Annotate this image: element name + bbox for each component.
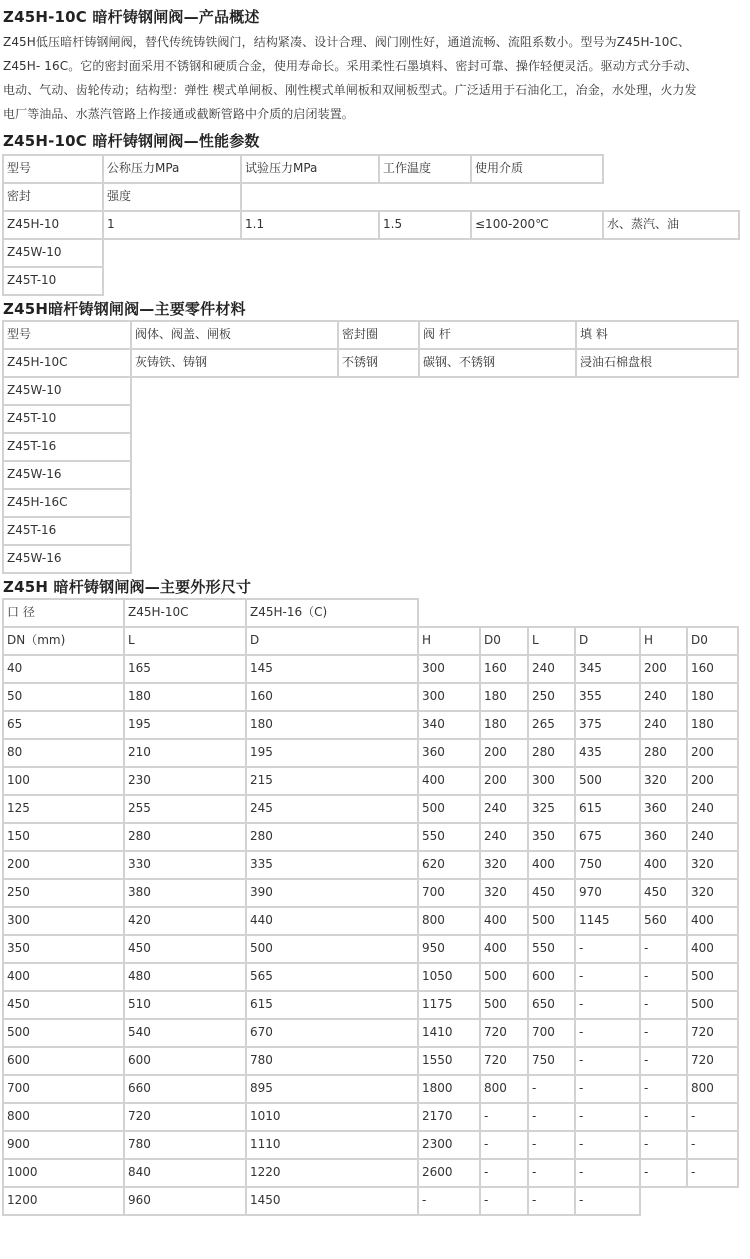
- dimensions-cell: 895: [245, 1074, 419, 1104]
- materials-cell: Z45H-10C: [2, 348, 132, 378]
- dimensions-cell: 400: [686, 906, 739, 936]
- dimensions-header-cell: H: [639, 626, 688, 656]
- dimensions-cell: 1220: [245, 1158, 419, 1188]
- materials-cell: Z45H-16C: [2, 488, 132, 518]
- performance-cell: Z45T-10: [2, 266, 104, 296]
- dimensions-cell: 500: [479, 990, 529, 1020]
- dimensions-cell: 800: [479, 1074, 529, 1104]
- dimensions-cell: 1145: [574, 906, 641, 936]
- dimensions-cell: 80: [2, 738, 125, 768]
- performance-cell: 水、蒸汽、油: [602, 210, 740, 240]
- dimensions-cell: 160: [245, 682, 419, 712]
- dimensions-cell: 500: [2, 1018, 125, 1048]
- dimensions-cell: 240: [686, 822, 739, 852]
- dimensions-header-cell: L: [527, 626, 576, 656]
- dimensions-cell: 200: [2, 850, 125, 880]
- dimensions-cell: 300: [417, 654, 481, 684]
- dimensions-cell: 615: [245, 990, 419, 1020]
- dimensions-cell: -: [479, 1186, 529, 1216]
- dimensions-cell: 180: [123, 682, 247, 712]
- dimensions-cell: 360: [417, 738, 481, 768]
- performance-cell: 型号: [2, 154, 104, 184]
- dimensions-cell: 2170: [417, 1102, 481, 1132]
- dimensions-cell: -: [527, 1074, 576, 1104]
- dimensions-cell: 280: [245, 822, 419, 852]
- dimensions-cell: 180: [245, 710, 419, 740]
- dimensions-cell: 375: [574, 710, 641, 740]
- dimensions-cell: 1410: [417, 1018, 481, 1048]
- dimensions-cell: -: [686, 1130, 739, 1160]
- dimensions-cell: 400: [479, 906, 529, 936]
- materials-cell: 阀体、阀盖、闸板: [130, 320, 339, 350]
- materials-cell: 阀 杆: [418, 320, 577, 350]
- dimensions-cell: 565: [245, 962, 419, 992]
- dimensions-cell: -: [574, 990, 641, 1020]
- dimensions-cell: -: [574, 1130, 641, 1160]
- dimensions-cell: 230: [123, 766, 247, 796]
- dimensions-cell: -: [686, 1158, 739, 1188]
- dimensions-cell: 1010: [245, 1102, 419, 1132]
- dimensions-cell: 165: [123, 654, 247, 684]
- dimensions-cell: 2600: [417, 1158, 481, 1188]
- dimensions-cell: 240: [639, 710, 688, 740]
- dimensions-cell: 265: [527, 710, 576, 740]
- dimensions-cell: 510: [123, 990, 247, 1020]
- dimensions-cell: 250: [2, 878, 125, 908]
- dimensions-cell: 240: [479, 822, 529, 852]
- dimensions-cell: 1200: [2, 1186, 125, 1216]
- dimensions-cell: -: [639, 1018, 688, 1048]
- dimensions-cell: 180: [479, 710, 529, 740]
- performance-cell: 1: [102, 210, 242, 240]
- dimensions-cell: 400: [527, 850, 576, 880]
- dimensions-cell: 720: [123, 1102, 247, 1132]
- dimensions-cell: 180: [479, 682, 529, 712]
- dimensions-cell: 380: [123, 878, 247, 908]
- dimensions-cell: 600: [123, 1046, 247, 1076]
- materials-cell: 灰铸铁、铸钢: [130, 348, 339, 378]
- materials-cell: Z45T-16: [2, 516, 132, 546]
- dimensions-cell: 440: [245, 906, 419, 936]
- dimensions-cell: 650: [527, 990, 576, 1020]
- dimensions-cell: 280: [123, 822, 247, 852]
- overview-line: Z45H- 16C。它的密封面采用不锈钢和硬质合金，使用寿命长。采用柔性石墨填料、密封可靠、操作轻便灵活。驱动方式分手动、: [3, 59, 698, 73]
- dimensions-cell: 40: [2, 654, 125, 684]
- dimensions-cell: -: [574, 962, 641, 992]
- dimensions-cell: -: [639, 1102, 688, 1132]
- dimensions-cell: 360: [639, 822, 688, 852]
- dimensions-cell: 200: [479, 738, 529, 768]
- performance-cell: 1.5: [378, 210, 472, 240]
- dimensions-cell: -: [574, 1074, 641, 1104]
- dimensions-cell: 280: [639, 738, 688, 768]
- dimensions-cell: 300: [2, 906, 125, 936]
- dimensions-cell: 700: [527, 1018, 576, 1048]
- dimensions-cell: 720: [479, 1046, 529, 1076]
- dimensions-cell: 960: [123, 1186, 247, 1216]
- dimensions-cell: 400: [417, 766, 481, 796]
- dimensions-cell: 240: [639, 682, 688, 712]
- dimensions-cell: -: [527, 1158, 576, 1188]
- dimensions-cell: 160: [686, 654, 739, 684]
- performance-cell: 使用介质: [470, 154, 604, 184]
- performance-cell: 工作温度: [378, 154, 472, 184]
- dimensions-cell: -: [527, 1186, 576, 1216]
- overview-paragraph: [3, 30, 747, 126]
- dimensions-cell: -: [574, 1186, 641, 1216]
- dimensions-cell: 360: [639, 794, 688, 824]
- dimensions-cell: 800: [686, 1074, 739, 1104]
- materials-cell: Z45T-10: [2, 404, 132, 434]
- materials-cell: 不锈钢: [337, 348, 420, 378]
- dimensions-cell: 500: [479, 962, 529, 992]
- dimensions-cell: 780: [123, 1130, 247, 1160]
- dimensions-cell: 675: [574, 822, 641, 852]
- dimensions-cell: 480: [123, 962, 247, 992]
- dimensions-cell: 345: [574, 654, 641, 684]
- dimensions-cell: 335: [245, 850, 419, 880]
- dimensions-cell: 950: [417, 934, 481, 964]
- dimensions-cell: 450: [639, 878, 688, 908]
- dimensions-cell: 245: [245, 794, 419, 824]
- dimensions-cell: 250: [527, 682, 576, 712]
- dimensions-cell: 65: [2, 710, 125, 740]
- dimensions-cell: 500: [417, 794, 481, 824]
- dimensions-cell: 700: [417, 878, 481, 908]
- dimensions-cell: 200: [686, 766, 739, 796]
- dimensions-cell: 540: [123, 1018, 247, 1048]
- dimensions-header-cell: D: [574, 626, 641, 656]
- dimensions-header-cell: H: [417, 626, 481, 656]
- dimensions-cell: 720: [479, 1018, 529, 1048]
- dimensions-cell: 670: [245, 1018, 419, 1048]
- dimensions-header-cell: D0: [479, 626, 529, 656]
- dimensions-cell: -: [639, 962, 688, 992]
- dimensions-cell: 350: [2, 934, 125, 964]
- dimensions-cell: -: [527, 1130, 576, 1160]
- performance-cell: 强度: [102, 182, 242, 212]
- dimensions-cell: 400: [686, 934, 739, 964]
- dimensions-cell: 195: [123, 710, 247, 740]
- performance-cell: 试验压力MPa: [240, 154, 380, 184]
- materials-cell: 填 料: [575, 320, 739, 350]
- overview-line: 电动、气动、齿轮传动；结构型：弹性 楔式单闸板、刚性楔式单闸板和双闸板型式。广泛适用于石油化工，冶金，水处理，火力发: [3, 83, 697, 97]
- dimensions-cell: 1550: [417, 1046, 481, 1076]
- dimensions-cell: -: [479, 1158, 529, 1188]
- dimensions-header-cell: Z45H-10C: [123, 598, 247, 628]
- dimensions-cell: 500: [686, 962, 739, 992]
- dimensions-header-cell: L: [123, 626, 247, 656]
- dimensions-cell: 240: [527, 654, 576, 684]
- dimensions-cell: 2300: [417, 1130, 481, 1160]
- performance-title: Z45H-10C 暗杆铸钢闸阀—性能参数: [3, 132, 260, 150]
- dimensions-cell: 330: [123, 850, 247, 880]
- dimensions-cell: -: [479, 1102, 529, 1132]
- dimensions-cell: -: [639, 1074, 688, 1104]
- dimensions-cell: -: [574, 934, 641, 964]
- dimensions-cell: 800: [2, 1102, 125, 1132]
- dimensions-cell: 125: [2, 794, 125, 824]
- performance-cell: 1.1: [240, 210, 380, 240]
- dimensions-cell: 550: [527, 934, 576, 964]
- dimensions-cell: 320: [686, 878, 739, 908]
- dimensions-cell: -: [574, 1018, 641, 1048]
- dimensions-cell: 325: [527, 794, 576, 824]
- materials-cell: 型号: [2, 320, 132, 350]
- dimensions-cell: 1050: [417, 962, 481, 992]
- dimensions-cell: 750: [574, 850, 641, 880]
- dimensions-cell: 1110: [245, 1130, 419, 1160]
- performance-cell: Z45W-10: [2, 238, 104, 268]
- dimensions-cell: 720: [686, 1018, 739, 1048]
- dimensions-cell: 300: [527, 766, 576, 796]
- performance-cell: Z45H-10: [2, 210, 104, 240]
- overview-line: 电厂等油品、水蒸汽管路上作接通或截断管路中介质的启闭装置。: [3, 107, 354, 121]
- dimensions-cell: -: [686, 1102, 739, 1132]
- dimensions-header-cell: 口 径: [2, 598, 125, 628]
- dimensions-cell: 390: [245, 878, 419, 908]
- dimensions-cell: 200: [639, 654, 688, 684]
- dimensions-cell: 450: [527, 878, 576, 908]
- dimensions-cell: 160: [479, 654, 529, 684]
- dimensions-cell: 400: [479, 934, 529, 964]
- dimensions-cell: 1800: [417, 1074, 481, 1104]
- performance-cell: ≤100-200℃: [470, 210, 604, 240]
- dimensions-header-cell: DN（mm): [2, 626, 125, 656]
- dimensions-cell: 700: [2, 1074, 125, 1104]
- dimensions-cell: -: [574, 1046, 641, 1076]
- dimensions-cell: 240: [479, 794, 529, 824]
- dimensions-header-cell: D: [245, 626, 419, 656]
- materials-title: Z45H暗杆铸钢闸阀—主要零件材料: [3, 300, 246, 318]
- dimensions-cell: -: [639, 1130, 688, 1160]
- dimensions-cell: 800: [417, 906, 481, 936]
- materials-cell: Z45W-10: [2, 376, 132, 406]
- materials-cell: 浸油石棉盘根: [575, 348, 739, 378]
- overview-line: Z45H低压暗杆铸钢闸阀，替代传统铸铁阀门，结构紧凑、设计合理、阀门刚性好，通道流畅、流阻系数小。型号为Z45H-10C、: [3, 35, 691, 49]
- materials-cell: Z45W-16: [2, 544, 132, 574]
- dimensions-cell: 195: [245, 738, 419, 768]
- dimensions-cell: 400: [2, 962, 125, 992]
- dimensions-cell: 320: [686, 850, 739, 880]
- dimensions-cell: 180: [686, 710, 739, 740]
- dimensions-cell: 500: [245, 934, 419, 964]
- dimensions-cell: 255: [123, 794, 247, 824]
- dimensions-cell: -: [479, 1130, 529, 1160]
- dimensions-cell: 500: [686, 990, 739, 1020]
- dimensions-cell: 280: [527, 738, 576, 768]
- dimensions-cell: 780: [245, 1046, 419, 1076]
- dimensions-cell: 50: [2, 682, 125, 712]
- dimensions-cell: 435: [574, 738, 641, 768]
- dimensions-cell: -: [527, 1102, 576, 1132]
- dimensions-cell: 300: [417, 682, 481, 712]
- dimensions-cell: 1450: [245, 1186, 419, 1216]
- dimensions-cell: 600: [527, 962, 576, 992]
- dimensions-cell: -: [639, 1158, 688, 1188]
- performance-cell: 公称压力MPa: [102, 154, 242, 184]
- dimensions-cell: 720: [686, 1046, 739, 1076]
- dimensions-cell: -: [639, 934, 688, 964]
- dimensions-cell: 1175: [417, 990, 481, 1020]
- dimensions-cell: 350: [527, 822, 576, 852]
- dimensions-cell: -: [574, 1102, 641, 1132]
- materials-cell: Z45W-16: [2, 460, 132, 490]
- dimensions-cell: 750: [527, 1046, 576, 1076]
- dimensions-cell: -: [639, 990, 688, 1020]
- dimensions-cell: 150: [2, 822, 125, 852]
- overview-title: Z45H-10C 暗杆铸钢闸阀—产品概述: [3, 8, 260, 26]
- dimensions-cell: -: [417, 1186, 481, 1216]
- performance-cell: 密封: [2, 182, 104, 212]
- dimensions-cell: -: [639, 1046, 688, 1076]
- dimensions-cell: 450: [123, 934, 247, 964]
- dimensions-cell: 320: [639, 766, 688, 796]
- materials-cell: 碳钢、不锈钢: [418, 348, 577, 378]
- dimensions-header-cell: Z45H-16（C): [245, 598, 419, 628]
- dimensions-cell: 340: [417, 710, 481, 740]
- dimensions-header-cell: D0: [686, 626, 739, 656]
- dimensions-cell: 200: [686, 738, 739, 768]
- dimensions-cell: 210: [123, 738, 247, 768]
- dimensions-cell: 320: [479, 878, 529, 908]
- dimensions-cell: 660: [123, 1074, 247, 1104]
- dimensions-cell: 1000: [2, 1158, 125, 1188]
- dimensions-cell: 500: [527, 906, 576, 936]
- dimensions-cell: 100: [2, 766, 125, 796]
- dimensions-cell: 500: [574, 766, 641, 796]
- dimensions-cell: 400: [639, 850, 688, 880]
- materials-cell: Z45T-16: [2, 432, 132, 462]
- dimensions-cell: 550: [417, 822, 481, 852]
- materials-cell: 密封圈: [337, 320, 420, 350]
- dimensions-cell: 355: [574, 682, 641, 712]
- dimensions-title: Z45H 暗杆铸钢闸阀—主要外形尺寸: [3, 578, 252, 596]
- dimensions-cell: 240: [686, 794, 739, 824]
- dimensions-cell: 320: [479, 850, 529, 880]
- dimensions-cell: 970: [574, 878, 641, 908]
- dimensions-cell: 450: [2, 990, 125, 1020]
- dimensions-cell: 420: [123, 906, 247, 936]
- dimensions-cell: 615: [574, 794, 641, 824]
- dimensions-cell: 145: [245, 654, 419, 684]
- dimensions-cell: 200: [479, 766, 529, 796]
- dimensions-cell: 900: [2, 1130, 125, 1160]
- dimensions-cell: 560: [639, 906, 688, 936]
- dimensions-cell: 840: [123, 1158, 247, 1188]
- dimensions-cell: 620: [417, 850, 481, 880]
- dimensions-cell: 180: [686, 682, 739, 712]
- dimensions-cell: 600: [2, 1046, 125, 1076]
- dimensions-cell: 215: [245, 766, 419, 796]
- dimensions-cell: -: [574, 1158, 641, 1188]
